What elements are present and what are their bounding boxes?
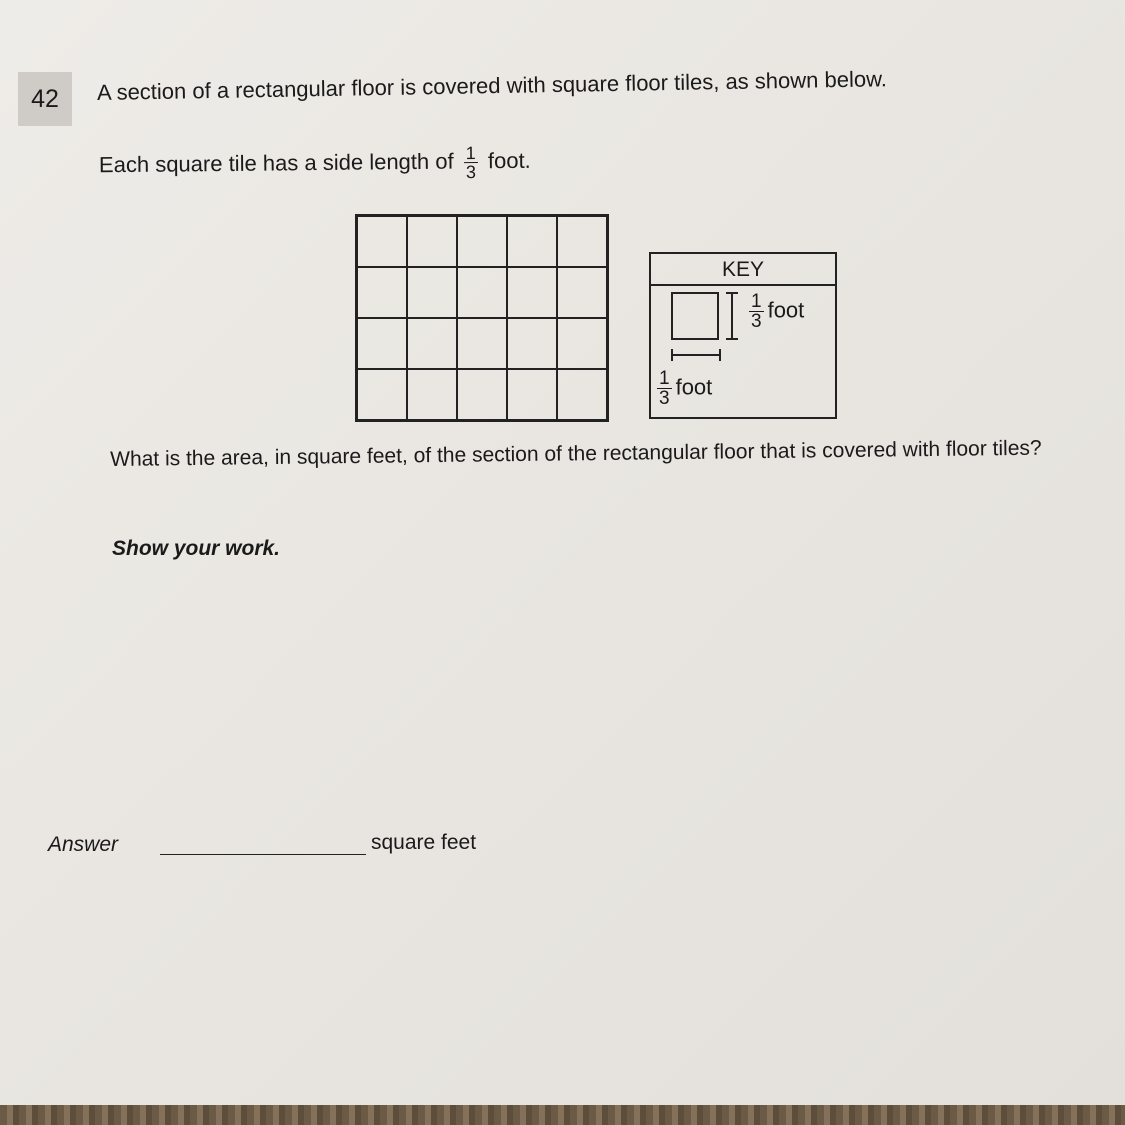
- tile-size-fraction: [464, 144, 478, 181]
- question-number: 42: [18, 72, 72, 126]
- floor-tile: [357, 216, 407, 267]
- horizontal-measure-bracket: [671, 354, 721, 356]
- floor-tile: [507, 267, 557, 318]
- floor-tile: [557, 318, 607, 369]
- floor-tile: [357, 369, 407, 420]
- floor-tile: [557, 216, 607, 267]
- tile-size-statement: [99, 143, 531, 185]
- floor-tile: [457, 216, 507, 267]
- floor-tile: [457, 318, 507, 369]
- fraction-numerator: 1: [659, 368, 670, 389]
- key-title: KEY: [651, 254, 835, 286]
- vertical-measure-bracket: [731, 292, 733, 340]
- key-fraction: [749, 292, 764, 331]
- key-unit: foot: [767, 297, 805, 323]
- floor-tile: [407, 318, 457, 369]
- key-fraction: [657, 369, 672, 408]
- question-intro: A section of a rectangular floor is covered with square floor tiles, as shown below.: [96, 66, 888, 105]
- tile-size-prefix: Each square tile has a side length of: [98, 148, 454, 178]
- answer-blank[interactable]: [160, 854, 366, 855]
- floor-tile: [457, 267, 507, 318]
- key-tile-sample: [671, 292, 719, 340]
- answer-label: Answer: [48, 833, 119, 856]
- key-vertical-label: [745, 292, 804, 331]
- table-edge: [0, 1105, 1125, 1125]
- floor-tile: [507, 216, 557, 267]
- floor-tile: [557, 267, 607, 318]
- floor-tile: [407, 267, 457, 318]
- floor-tile: [407, 216, 457, 267]
- show-work-instruction: Show your work.: [112, 537, 281, 560]
- key-box: [649, 252, 837, 419]
- tile-grid: [355, 214, 609, 422]
- answer-unit: square feet: [371, 831, 477, 854]
- fraction-denominator: 3: [751, 311, 762, 332]
- tile-size-suffix: foot.: [487, 147, 531, 174]
- floor-tile: [357, 267, 407, 318]
- floor-tile: [507, 369, 557, 420]
- key-horizontal-label: [653, 369, 712, 408]
- floor-tile: [357, 318, 407, 369]
- floor-tile: [407, 369, 457, 420]
- key-unit: foot: [675, 374, 713, 400]
- fraction-numerator: 1: [751, 291, 762, 312]
- fraction-denominator: 3: [659, 388, 670, 409]
- floor-tile: [557, 369, 607, 420]
- fraction-numerator: 1: [465, 143, 476, 164]
- floor-tile: [507, 318, 557, 369]
- fraction-denominator: 3: [465, 162, 477, 183]
- question-prompt: What is the area, in square feet, of the section of the rectangular floor that is covered with floor tiles?: [110, 436, 1042, 471]
- floor-tile: [457, 369, 507, 420]
